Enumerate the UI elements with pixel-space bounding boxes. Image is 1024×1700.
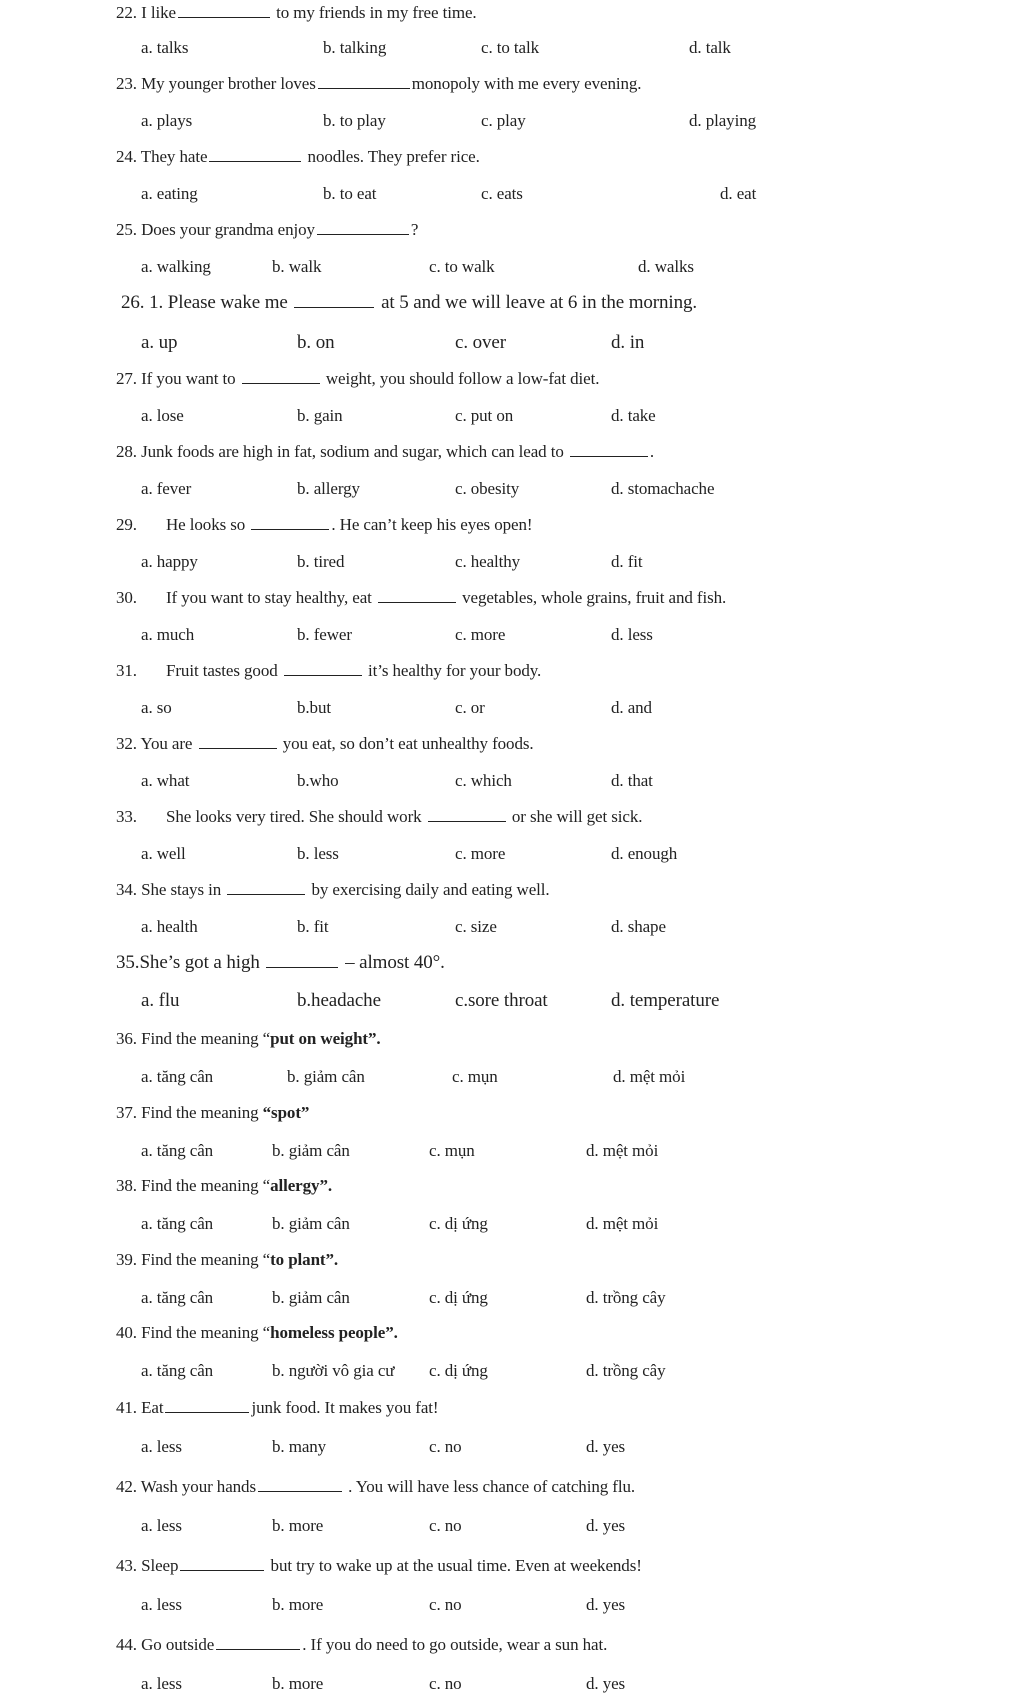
- question-text: ?: [410, 220, 419, 239]
- question-26: 26. 1. Please wake me at 5 and we will leave at 6 in the morning.: [121, 292, 698, 313]
- question-39: 39. Find the meaning “to plant”.: [116, 1250, 339, 1269]
- question-text: Does your grandma enjoy: [141, 220, 315, 239]
- option-c: c. dị ứng: [429, 1361, 488, 1380]
- option-c: c. which: [455, 771, 512, 790]
- option-a: a. flu: [141, 990, 180, 1011]
- option-a: a. walking: [141, 257, 211, 276]
- question-text: He looks so: [166, 515, 246, 534]
- question-22: 22. I like to my friends in my free time.: [116, 3, 477, 22]
- option-a: a. so: [141, 698, 172, 717]
- option-a: a. eating: [141, 184, 198, 203]
- question-34: 34. She stays in by exercising daily and eating well.: [116, 880, 550, 899]
- option-b: b. giảm cân: [272, 1141, 350, 1160]
- question-text: Eat: [141, 1398, 164, 1417]
- option-b: b. tired: [297, 552, 345, 571]
- option-b: b. giảm cân: [272, 1214, 350, 1233]
- option-b: b. giảm cân: [272, 1288, 350, 1307]
- question-text: Sleep: [141, 1556, 179, 1575]
- question-text: Find the meaning: [141, 1103, 263, 1122]
- answer-blank: [251, 528, 329, 530]
- option-d: d. temperature: [611, 990, 720, 1011]
- option-d: d. that: [611, 771, 653, 790]
- question-text: Find the meaning “: [141, 1029, 271, 1048]
- question-text: . You will have less chance of catching flu.: [348, 1477, 636, 1496]
- option-b: b.headache: [297, 990, 381, 1011]
- question-text: by exercising daily and eating well.: [311, 880, 550, 899]
- option-d: d. enough: [611, 844, 678, 863]
- answer-blank: [318, 87, 410, 89]
- option-b: b. gain: [297, 406, 343, 425]
- question-24: 24. They hate noodles. They prefer rice.: [116, 147, 480, 166]
- question-text: If you want to: [141, 369, 236, 388]
- option-c: c. eats: [481, 184, 523, 203]
- option-c: c. no: [429, 1516, 462, 1535]
- question-35: 35.She’s got a high – almost 40°.: [116, 952, 445, 973]
- question-text: She stays in: [141, 880, 222, 899]
- question-text: If you want to stay healthy, eat: [166, 588, 372, 607]
- question-text: Find the meaning “: [141, 1250, 271, 1269]
- option-c: c. size: [455, 917, 497, 936]
- question-38: 38. Find the meaning “allergy”.: [116, 1176, 332, 1195]
- option-b: b. allergy: [297, 479, 360, 498]
- question-25: 25. Does your grandma enjoy ?: [116, 220, 419, 239]
- answer-blank: [209, 160, 301, 162]
- question-text: You are: [140, 734, 193, 753]
- option-b: b. more: [272, 1516, 324, 1535]
- option-a: a. health: [141, 917, 198, 936]
- option-c: c. or: [455, 698, 485, 717]
- question-text: to my friends in my free time.: [276, 3, 477, 22]
- option-d: d. mệt mỏi: [613, 1067, 686, 1086]
- question-27: 27. If you want to weight, you should follow a low-fat diet.: [116, 369, 600, 388]
- option-c: c. play: [481, 111, 526, 130]
- option-b: b.but: [297, 698, 331, 717]
- question-30: 30. If you want to stay healthy, eat vegetables, whole grains, fruit and fish.: [116, 588, 727, 607]
- option-d: d. and: [611, 698, 652, 717]
- option-d: d. yes: [586, 1674, 626, 1693]
- option-c: c. dị ứng: [429, 1214, 488, 1233]
- question-text: . If you do need to go outside, wear a sun hat.: [302, 1635, 608, 1654]
- option-d: d. yes: [586, 1516, 626, 1535]
- question-text: Find the meaning “: [141, 1323, 271, 1342]
- option-d: d. fit: [611, 552, 643, 571]
- answer-blank: [199, 747, 277, 749]
- question-37: 37. Find the meaning “spot”: [116, 1103, 310, 1122]
- option-a: a. what: [141, 771, 190, 790]
- option-b: b. to play: [323, 111, 386, 130]
- question-term: to plant: [270, 1250, 326, 1269]
- question-41: 41. Eat junk food. It makes you fat!: [116, 1398, 439, 1417]
- option-d: d. mệt mỏi: [586, 1214, 659, 1233]
- option-a: a. tăng cân: [141, 1288, 214, 1307]
- question-text: I like: [141, 3, 176, 22]
- answer-blank: [266, 966, 338, 968]
- option-b: b. on: [297, 332, 335, 353]
- option-d: d. shape: [611, 917, 666, 936]
- answer-blank: [180, 1569, 264, 1571]
- question-term: “spot”: [262, 1103, 310, 1122]
- option-b: b. fit: [297, 917, 329, 936]
- option-a: a. up: [141, 332, 178, 353]
- question-text: She’s got a high: [139, 952, 260, 973]
- question-term: put on weight: [270, 1029, 368, 1048]
- option-c: c.sore throat: [455, 990, 548, 1011]
- question-33: 33. She looks very tired. She should work or she will get sick.: [116, 807, 643, 826]
- question-text: Go outside: [141, 1635, 215, 1654]
- question-28: 28. Junk foods are high in fat, sodium and sugar, which can lead to .: [116, 442, 655, 461]
- option-b: b. fewer: [297, 625, 352, 644]
- option-a: a. less: [141, 1595, 182, 1614]
- question-text: at 5 and we will leave at 6 in the morning.: [381, 292, 698, 313]
- question-text: . He can’t keep his eyes open!: [331, 515, 533, 534]
- option-d: d. in: [611, 332, 645, 353]
- option-c: c. no: [429, 1437, 462, 1456]
- option-b: b.who: [297, 771, 339, 790]
- question-text: monopoly with me every evening.: [411, 74, 642, 93]
- question-text: it’s healthy for your body.: [367, 661, 542, 680]
- question-31: 31. Fruit tastes good it’s healthy for your body.: [116, 661, 542, 680]
- question-text: ”.: [385, 1323, 398, 1342]
- option-a: a. less: [141, 1516, 182, 1535]
- option-c: c. to walk: [429, 257, 495, 276]
- option-a: a. talks: [141, 38, 189, 57]
- question-23: 23. My younger brother loves monopoly with me every evening.: [116, 74, 642, 93]
- option-c: c. mụn: [429, 1141, 475, 1160]
- question-text: Wash your hands: [140, 1477, 256, 1496]
- question-text: 1. Please wake me: [149, 292, 288, 313]
- question-text: Fruit tastes good: [166, 661, 278, 680]
- option-b: b. walk: [272, 257, 322, 276]
- question-term: allergy: [270, 1176, 320, 1195]
- option-b: b. many: [272, 1437, 327, 1456]
- question-text: They hate: [140, 147, 208, 166]
- option-a: a. lose: [141, 406, 184, 425]
- question-text: Junk foods are high in fat, sodium and sugar, which can lead to: [141, 442, 564, 461]
- question-43: 43. Sleep but try to wake up at the usual time. Even at weekends!: [116, 1556, 642, 1575]
- option-b: b. more: [272, 1595, 324, 1614]
- option-b: b. người vô gia cư: [272, 1361, 395, 1380]
- option-d: d. stomachache: [611, 479, 715, 498]
- option-a: a. much: [141, 625, 195, 644]
- option-b: b. giảm cân: [287, 1067, 365, 1086]
- option-a: a. tăng cân: [141, 1067, 214, 1086]
- question-text: .: [649, 442, 655, 461]
- answer-blank: [570, 455, 648, 457]
- option-c: c. to talk: [481, 38, 540, 57]
- question-text: but try to wake up at the usual time. Even at weekends!: [270, 1556, 642, 1575]
- answer-blank: [294, 306, 374, 308]
- question-40: 40. Find the meaning “homeless people”.: [116, 1323, 398, 1342]
- option-d: d. playing: [689, 111, 756, 130]
- option-d: d. talk: [689, 38, 731, 57]
- question-text: or she will get sick.: [511, 807, 643, 826]
- question-42: 42. Wash your hands . You will have less chance of catching flu.: [116, 1477, 636, 1496]
- question-text: vegetables, whole grains, fruit and fish.: [462, 588, 727, 607]
- question-text: you eat, so don’t eat unhealthy foods.: [282, 734, 534, 753]
- option-d: d. trồng cây: [586, 1361, 666, 1380]
- option-d: d. yes: [586, 1437, 626, 1456]
- option-c: c. more: [455, 625, 506, 644]
- option-c: c. no: [429, 1674, 462, 1693]
- option-a: a. well: [141, 844, 186, 863]
- option-a: a. tăng cân: [141, 1214, 214, 1233]
- question-text: ”.: [325, 1250, 339, 1269]
- answer-blank: [428, 820, 506, 822]
- question-text: weight, you should follow a low-fat diet.: [325, 369, 600, 388]
- option-d: d. eat: [720, 184, 757, 203]
- option-b: b. more: [272, 1674, 324, 1693]
- option-a: a. less: [141, 1437, 182, 1456]
- option-b: b. less: [297, 844, 339, 863]
- option-c: c. dị ứng: [429, 1288, 488, 1307]
- option-a: a. happy: [141, 552, 198, 571]
- answer-blank: [216, 1648, 300, 1650]
- option-d: d. walks: [638, 257, 694, 276]
- option-c: c. obesity: [455, 479, 520, 498]
- answer-blank: [378, 601, 456, 603]
- question-text: My younger brother loves: [141, 74, 316, 93]
- question-32: 32. You are you eat, so don’t eat unhealthy foods.: [116, 734, 534, 753]
- question-36: 36. Find the meaning “put on weight”.: [116, 1029, 381, 1048]
- question-term: homeless people: [270, 1323, 386, 1342]
- question-text: ”.: [319, 1176, 332, 1195]
- option-a: a. less: [141, 1674, 182, 1693]
- option-c: c. healthy: [455, 552, 521, 571]
- question-text: junk food. It makes you fat!: [251, 1398, 439, 1417]
- option-c: c. put on: [455, 406, 514, 425]
- question-text: Find the meaning “: [141, 1176, 271, 1195]
- option-a: a. fever: [141, 479, 192, 498]
- answer-blank: [178, 16, 270, 18]
- option-d: d. mệt mỏi: [586, 1141, 659, 1160]
- option-d: d. trồng cây: [586, 1288, 666, 1307]
- option-c: c. more: [455, 844, 506, 863]
- question-29: 29. He looks so . He can’t keep his eyes open!: [116, 515, 533, 534]
- option-c: c. mụn: [452, 1067, 498, 1086]
- answer-blank: [258, 1490, 342, 1492]
- question-text: She looks very tired. She should work: [166, 807, 422, 826]
- option-c: c. over: [455, 332, 506, 353]
- question-text: – almost 40°.: [345, 952, 445, 973]
- answer-blank: [227, 893, 305, 895]
- option-a: a. tăng cân: [141, 1141, 214, 1160]
- question-text: ”.: [367, 1029, 381, 1048]
- answer-blank: [317, 233, 409, 235]
- answer-blank: [242, 382, 320, 384]
- option-d: d. less: [611, 625, 653, 644]
- option-d: d. take: [611, 406, 656, 425]
- option-a: a. tăng cân: [141, 1361, 214, 1380]
- option-b: b. talking: [323, 38, 387, 57]
- answer-blank: [165, 1411, 249, 1413]
- answer-blank: [284, 674, 362, 676]
- option-c: c. no: [429, 1595, 462, 1614]
- question-44: 44. Go outside . If you do need to go outside, wear a sun hat.: [116, 1635, 608, 1654]
- option-b: b. to eat: [323, 184, 377, 203]
- option-a: a. plays: [141, 111, 193, 130]
- question-text: noodles. They prefer rice.: [307, 147, 480, 166]
- option-d: d. yes: [586, 1595, 626, 1614]
